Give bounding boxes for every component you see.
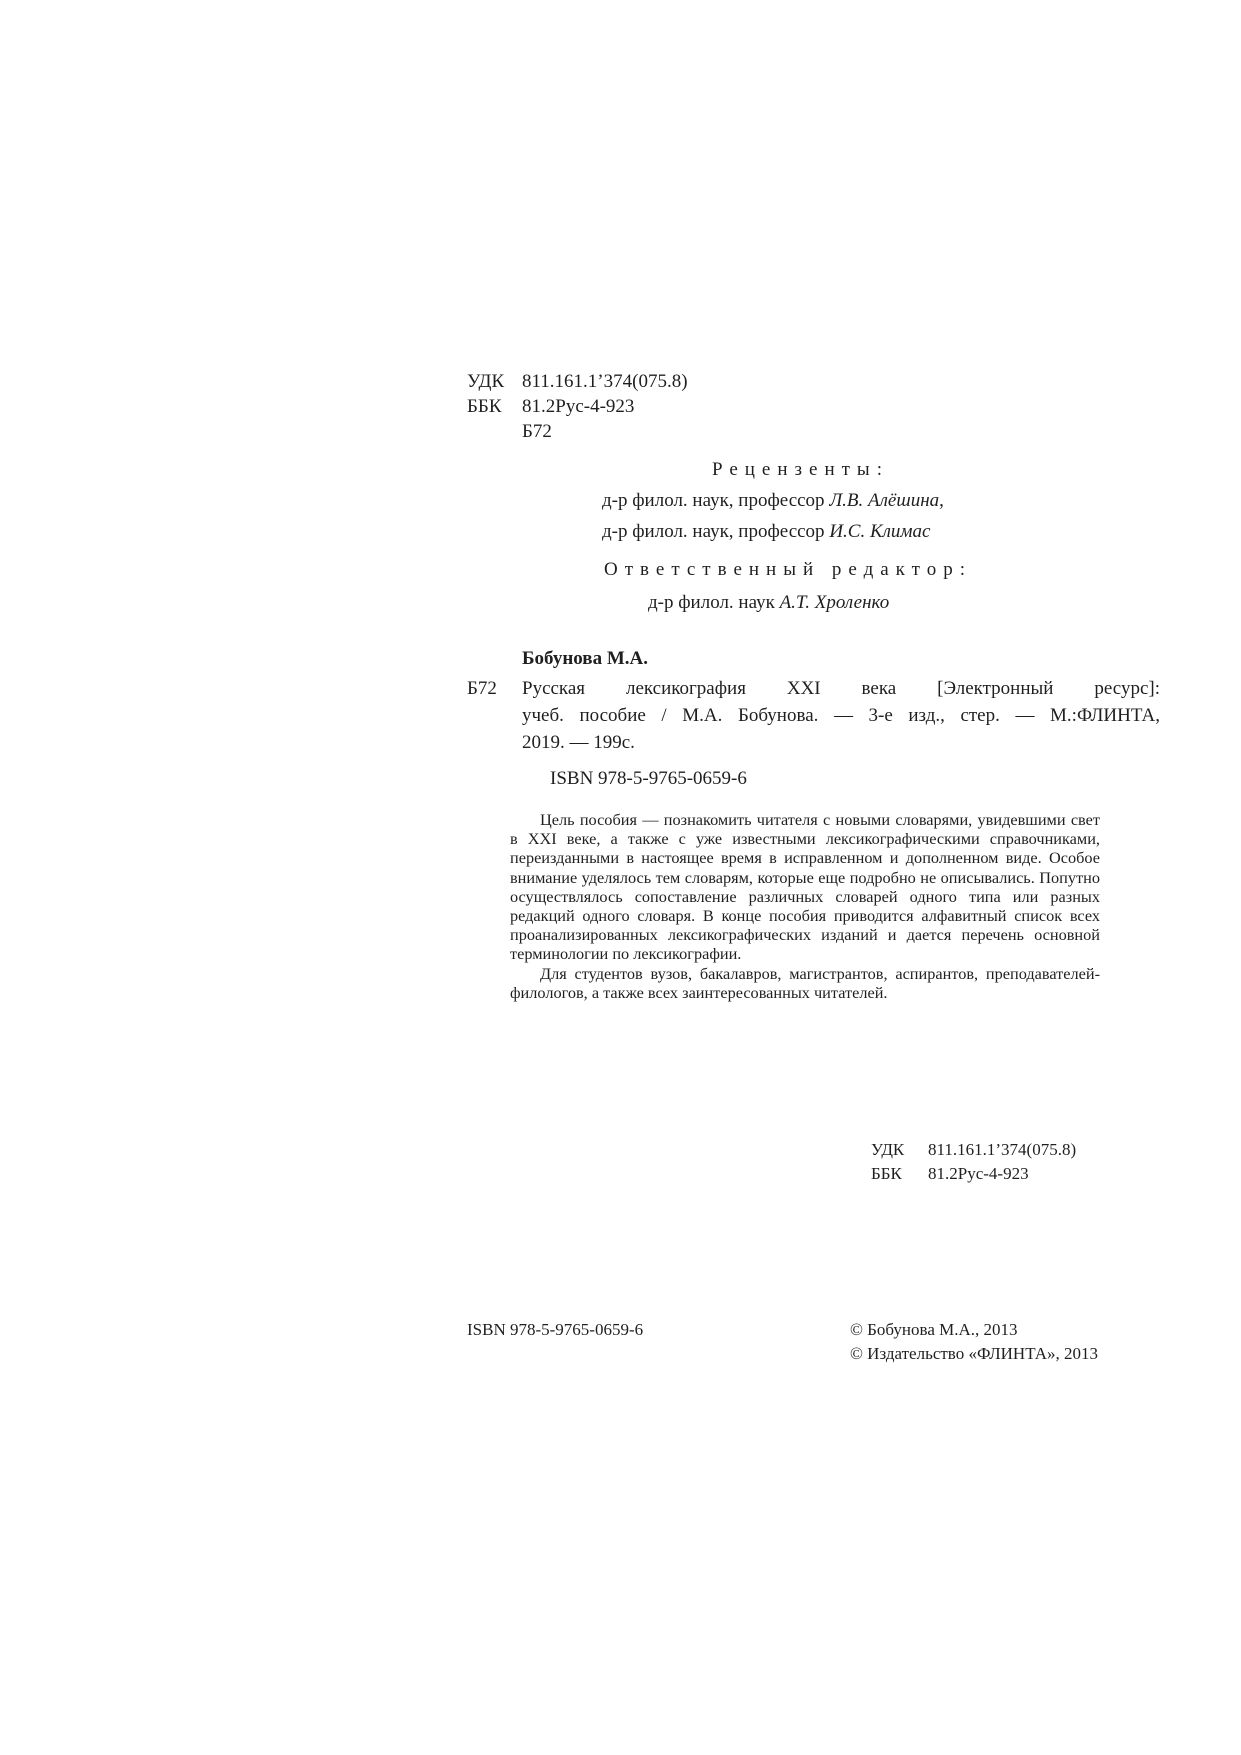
bib-line-2: учеб. пособие / М.А. Бобунова. — 3-е изд., стер. — М.:ФЛИНТА, <box>522 705 1160 726</box>
reviewer-line-1 <box>602 490 944 512</box>
reviewer-1-name: Л.В. Алёшина <box>829 490 940 511</box>
bbk-value-bottom: 81.2Рус-4-923 <box>928 1164 1029 1183</box>
bib-line-3: 2019. — 199с. <box>522 732 635 753</box>
footer-isbn: ISBN 978-5-9765-0659-6 <box>467 1320 644 1339</box>
author-mark-top: Б72 <box>522 421 552 442</box>
reviewer-1-suffix: , <box>939 490 944 511</box>
bbk-value-top: 81.2Рус-4-923 <box>522 396 635 417</box>
bib-line-1: Русская лексикография XXI века [Электронный ресурс]: <box>522 678 1160 699</box>
bbk-label-top: ББК <box>467 396 502 417</box>
copyright-publisher: © Издательство «ФЛИНТА», 2013 <box>850 1344 1099 1363</box>
abstract <box>510 810 1100 1002</box>
udk-label-top: УДК <box>467 371 505 392</box>
reviewer-2-name: И.С. Климас <box>829 521 931 542</box>
editor-line <box>648 592 889 614</box>
udk-value-top: 811.161.1’374(075.8) <box>522 371 688 392</box>
editor-prefix: д-р филол. наук <box>648 592 775 613</box>
bbk-label-bottom: ББК <box>871 1164 902 1183</box>
reviewer-2-prefix: д-р филол. наук, профессор <box>602 521 825 542</box>
author-mark: Б72 <box>467 678 497 699</box>
udk-label-bottom: УДК <box>871 1140 905 1159</box>
author-name: Бобунова М.А. <box>522 648 648 669</box>
abstract-paragraph-1: Цель пособия — познакомить читателя с новыми словарями, увидевшими свет в XXI веке, а также с уже известными лексикографическими справочниками, переизданными в настоящее время в исправленном и дополненном виде. Особое внимание уделялось тем словарям, которые еще подробно не описывались. Попутно осуществлялось сопоставление различных словарей одного типа или разных редакций одного словаря. В конце пособия приводится алфавитный список всех проанализированных лексикографических изданий и дается перечень основной терминологии по лексикографии. <box>510 810 1100 964</box>
editor-name: А.Т. Хроленко <box>779 592 890 613</box>
copyright-author: © Бобунова М.А., 2013 <box>850 1320 1018 1339</box>
reviewer-1-prefix: д-р филол. наук, профессор <box>602 490 825 511</box>
isbn-record: ISBN 978-5-9765-0659-6 <box>550 768 747 789</box>
abstract-paragraph-2: Для студентов вузов, бакалавров, магистрантов, аспирантов, преподавателей-филологов, а также всех заинтересованных читателей. <box>510 963 1100 1002</box>
udk-value-bottom: 811.161.1’374(075.8) <box>928 1140 1077 1159</box>
editor-heading: Ответственный редактор: <box>604 559 972 580</box>
reviewers-heading: Рецензенты: <box>712 459 889 480</box>
reviewer-line-2 <box>602 521 930 543</box>
